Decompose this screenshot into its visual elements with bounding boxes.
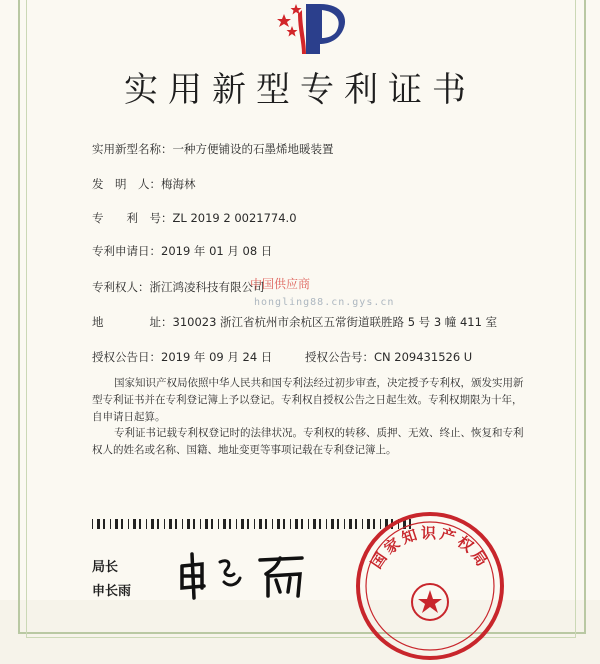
field-value: ZL 2019 2 0021774.0 [172,211,297,225]
filing-date-row [92,243,272,259]
grant-number-row [305,349,472,365]
field-label: 授权公告号： [305,350,374,364]
field-label: 发 明 人： [92,177,161,191]
inventor-row [92,176,196,192]
patentee-row [92,279,265,295]
field-value: 一种方便铺设的石墨烯地暖装置 [172,142,334,156]
certificate-title: 实用新型专利证书 [124,70,476,110]
director-title: 局长 [92,560,119,575]
watermark-brand: 中国供应商 [250,277,311,291]
cnipa-logo-icon [262,0,352,56]
field-label: 专利申请日： [92,244,161,258]
field-value: 浙江鸿凌科技有限公司 [149,280,265,294]
director-name: 申长雨 [92,584,132,599]
grant-paragraph: 国家知识产权局依照中华人民共和国专利法经过初步审查，决定授予专利权，颁发实用新型专利证书并在专利登记簿上予以登记。专利权自授权公告之日起生效。专利权期限为十年，自申请日起算。 [92,377,524,423]
patent-number-row [92,210,297,226]
grant-date-row [92,349,272,365]
utility-model-name-row [92,141,334,157]
field-value: 2019 年 09 月 24 日 [161,350,273,364]
field-value: 梅海林 [161,177,196,191]
field-value: CN 209431526 U [374,350,473,364]
legal-status-paragraph: 专利证书记载专利权登记时的法律状况。专利权的转移、质押、无效、终止、恢复和专利权人的姓名或名称、国籍、地址变更等事项记载在专利登记簿上。 [92,427,524,456]
watermark-url: hongling88.cn.gys.cn [254,297,395,308]
handwritten-signature [168,548,318,600]
field-label: 专 利 号： [92,211,173,225]
field-label: 实用新型名称： [92,142,173,156]
field-label: 授权公告日： [92,350,161,364]
field-value: 2019 年 01 月 08 日 [161,244,273,258]
field-value: 310023 浙江省杭州市余杭区五常街道联胜路 5 号 3 幢 411 室 [172,315,498,329]
seal-text: 国家知识产权局 [367,524,493,572]
field-label: 专利权人： [92,280,150,294]
address-row [92,314,497,330]
field-label: 地 址： [92,315,173,329]
official-seal [352,508,508,664]
